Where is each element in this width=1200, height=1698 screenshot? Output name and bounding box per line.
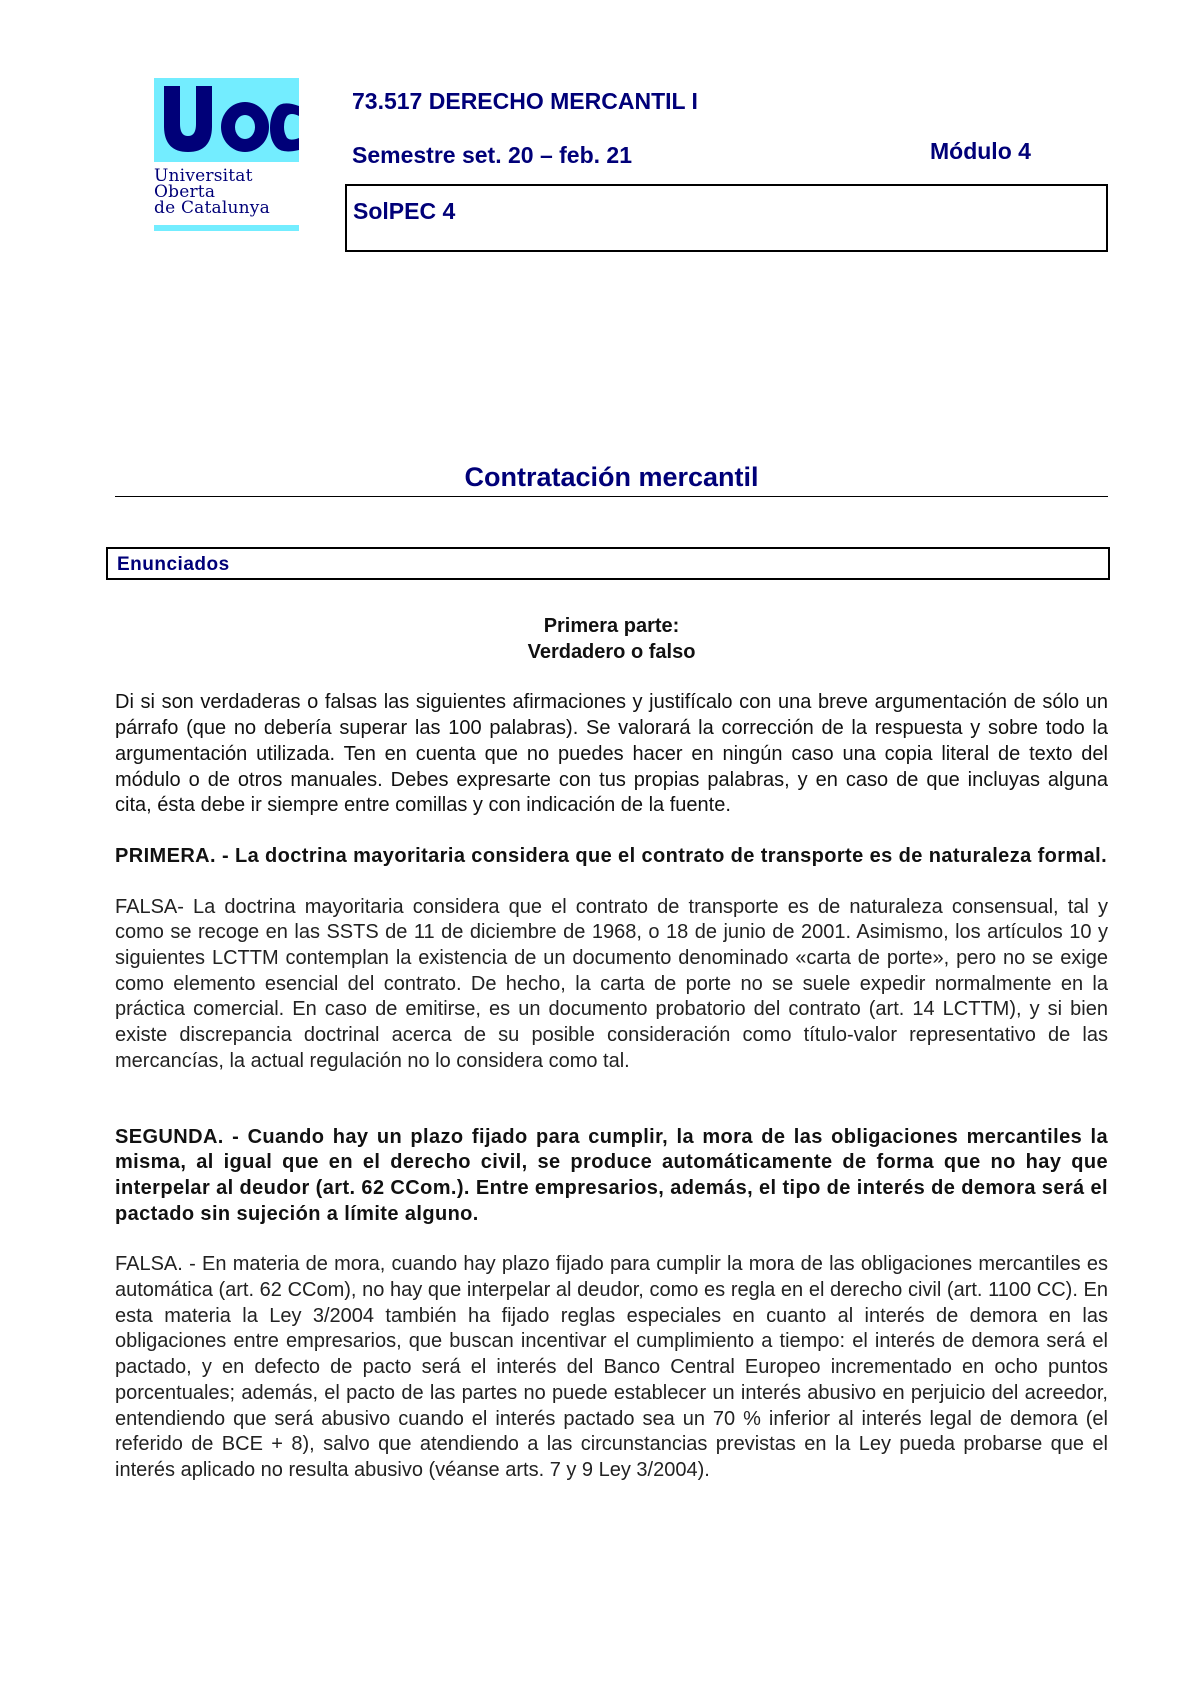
section-header-box: [106, 547, 1110, 580]
part-heading-2: Verdadero o falso: [527, 640, 696, 663]
uoc-letters-graphic: [154, 78, 299, 162]
logo-line-1: Universitat: [154, 166, 253, 186]
uoc-logo: [154, 78, 299, 231]
question-1-statement: PRIMERA. - La doctrina mayoritaria considera que el contrato de transporte es de naturaleza formal.: [115, 844, 1108, 867]
document-body: [115, 614, 1108, 1484]
instructions-paragraph: Di si son verdaderas o falsas las siguientes afirmaciones y justifícalo con una breve argumentación de sólo un párrafo (que no debería superar las 100 palabras). Se valorará la corrección de la respuesta y sobre todo la argumentación utilizada. Ten en cuenta que no puedes hacer en ningún caso una copia literal de texto del módulo o de otros manuales. Debes expresarte con tus propias palabras, y en caso de que incluyas alguna cita, ésta debe ir siempre entre comillas y con indicación de la fuente.: [115, 691, 1108, 817]
question-1-answer: FALSA- La doctrina mayoritaria considera que el contrato de transporte es de naturaleza consensual, tal y como se recoge en las SSTS de 11 de diciembre de 1968, o 18 de junio de 2001. Asimismo, los artículos 10 y siguientes LCTTM contemplan la existencia de un documento denominado «carta de porte», pero no se exige como elemento esencial del contrato. De hecho, la carta de porte no se suele expedir normalmente en la práctica comercial. En caso de emitirse, es un documento probatorio del contrato (art. 14 LCTTM), y si bien existe discrepancia doctrinal acerca de su posible consideración como título-valor representativo de las mercancías, la actual regulación no lo considera como tal.: [115, 895, 1108, 1072]
solpec-label: SolPEC 4: [353, 198, 456, 224]
module-label: Módulo 4: [930, 138, 1031, 164]
uoc-logo-wordmark: [154, 168, 299, 216]
semester-label: Semestre set. 20 – feb. 21: [352, 142, 632, 168]
course-title: 73.517 DERECHO MERCANTIL I: [352, 88, 698, 114]
question-2-statement: SEGUNDA. - Cuando hay un plazo fijado para cumplir, la mora de las obligaciones mercantiles la misma, al igual que en el derecho civil, se produce automáticamente de forma que no hay que interpelar al deudor (art. 62 CCom.). Entre empresarios, además, el tipo de interés de demora será el pactado sin sujeción a límite alguno.: [115, 1125, 1108, 1225]
question-2-answer: FALSA. - En materia de mora, cuando hay plazo fijado para cumplir la mora de las obligaciones mercantiles es automática (art. 62 CCom), no hay que interpelar al deudor, como es regla en el derecho civil (art. 1100 CC). En esta materia la Ley 3/2004 también ha fijado reglas especiales en cuanto al interés de demora en las obligaciones entre empresarios, que buscan incentivar el cumplimiento a tiempo: el interés de demora será el pactado, y en defecto de pacto será el interés del Banco Central Europeo incrementado en ocho puntos porcentuales; además, el pacto de las partes no puede establecer un interés abusivo en perjuicio del acreedor, entendiendo que será abusivo cuando el interés pactado sea un 70 % inferior al interés legal de demora (el referido de BCE + 8), salvo que atendiendo a las circunstancias previstas en la Ley pueda probarse que el interés aplicado no resulta abusivo (véanse arts. 7 y 9 Ley 3/2004).: [115, 1253, 1108, 1481]
uoc-logo-mark: [154, 78, 299, 162]
logo-underline-bar: [154, 225, 299, 231]
part-heading-1: Primera parte:: [543, 615, 680, 637]
section-header-label: Enunciados: [117, 554, 230, 575]
solpec-box: [345, 184, 1108, 252]
page-title: Contratación mercantil: [464, 462, 759, 492]
logo-line-2: Oberta: [154, 182, 216, 202]
logo-line-3: de Catalunya: [154, 198, 270, 218]
title-divider: [115, 496, 1108, 497]
